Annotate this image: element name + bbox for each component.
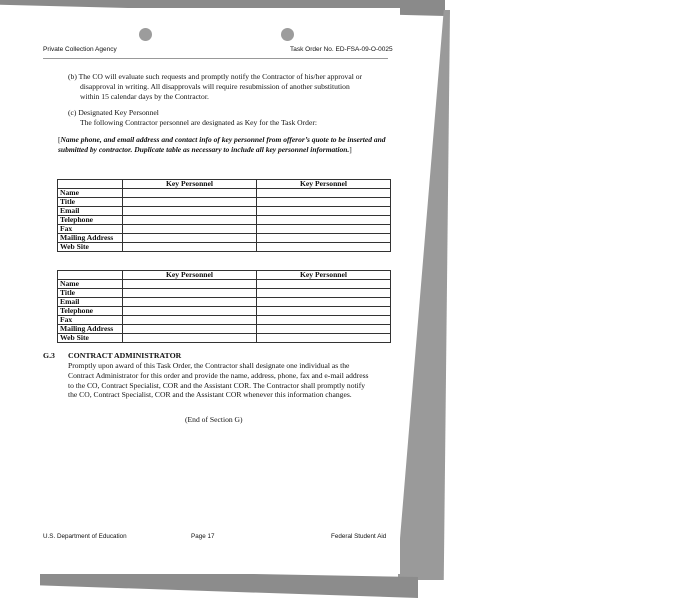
table-cell [123, 298, 257, 307]
table-header: Key Personnel [123, 180, 257, 189]
paragraph-c [68, 108, 388, 128]
table-cell [257, 289, 391, 298]
row-label: Fax [58, 316, 123, 325]
punch-hole [281, 28, 294, 41]
table-cell [257, 280, 391, 289]
row-label: Email [58, 207, 123, 216]
instruction-note [58, 135, 388, 154]
section-body-line: to the CO, Contract Specialist, COR and the Assistant COR. The Contractor shall promptly notify [68, 380, 366, 390]
table-row [58, 207, 391, 216]
table-cell [257, 316, 391, 325]
table-cell [123, 334, 257, 343]
section-body-line: Contract Administrator for this order and provide the name, address, phone, fax and e-mail address [68, 370, 369, 380]
table-cell [123, 234, 257, 243]
table-cell [257, 225, 391, 234]
table-cell [123, 216, 257, 225]
table-header: Key Personnel [257, 180, 391, 189]
table-cell [123, 243, 257, 252]
table-cell [123, 289, 257, 298]
table-cell [123, 307, 257, 316]
scan-edge-bottom [40, 570, 418, 598]
row-label: Mailing Address [58, 325, 123, 334]
table-cell [257, 234, 391, 243]
footer-left: U.S. Department of Education [43, 533, 127, 540]
instruction-close-bracket: ] [349, 144, 352, 154]
row-label: Web Site [58, 243, 123, 252]
row-label: Telephone [58, 307, 123, 316]
table-header: Key Personnel [123, 271, 257, 280]
row-label: Mailing Address [58, 234, 123, 243]
section-title: CONTRACT ADMINISTRATOR [68, 351, 182, 360]
instruction-text: Name phone, and email address and contact info of key personnel from offeror’s quote to be inserted and submitted by contractor. Duplicate table as necessary to include all key personnel information. [58, 135, 386, 154]
table-row [58, 216, 391, 225]
key-personnel-table-2 [57, 270, 391, 343]
table-cell [257, 334, 391, 343]
document-page [0, 8, 400, 574]
table-header: Key Personnel [257, 271, 391, 280]
section-body-line: Promptly upon award of this Task Order, the Contractor shall designate one individual as the [68, 361, 350, 370]
punch-hole [139, 28, 152, 41]
row-label: Title [58, 198, 123, 207]
row-label: Email [58, 298, 123, 307]
row-label: Web Site [58, 334, 123, 343]
table-cell [123, 207, 257, 216]
table-cell [123, 280, 257, 289]
row-label: Title [58, 289, 123, 298]
row-label: Name [58, 280, 123, 289]
table-cell [123, 316, 257, 325]
instruction-open-bracket: [ [58, 135, 61, 144]
footer-right: Federal Student Aid [331, 533, 387, 540]
table-cell [257, 307, 391, 316]
table-cell [257, 198, 391, 207]
table-cell [257, 325, 391, 334]
header-left: Private Collection Agency [43, 46, 117, 53]
table-cell [123, 198, 257, 207]
section-body [68, 361, 390, 400]
table-cell [257, 189, 391, 198]
paragraph-b-line: within 15 calendar days by the Contractor. [80, 92, 209, 101]
row-label: Name [58, 189, 123, 198]
paragraph-b-line: (b) The CO will evaluate such requests and promptly notify the Contractor of his/her approval or [68, 72, 363, 81]
table-row [58, 280, 391, 289]
table-row [58, 289, 391, 298]
paragraph-c-heading: (c) Designated Key Personnel [68, 108, 159, 117]
table-row [58, 334, 391, 343]
header-right: Task Order No. ED-FSA-09-O-0025 [290, 46, 393, 53]
key-personnel-table-1 [57, 179, 391, 252]
table-row [58, 325, 391, 334]
paragraph-c-text: The following Contractor personnel are designated as Key for the Task Order: [80, 118, 317, 127]
row-label: Telephone [58, 216, 123, 225]
table-cell [257, 216, 391, 225]
table-cell [257, 207, 391, 216]
scan-edge-right [398, 10, 450, 580]
table-row [58, 307, 391, 316]
section-body-line: the CO, Contract Specialist, COR and the Assistant COR whenever this information changes. [68, 390, 352, 400]
footer-page-number: Page 17 [191, 533, 215, 540]
row-label: Fax [58, 225, 123, 234]
paragraph-b-line: disapproval in writing. All disapprovals will require resubmission of another substitution [80, 82, 350, 91]
table-cell [123, 225, 257, 234]
table-cell [123, 325, 257, 334]
table-row [58, 198, 391, 207]
section-number: G.3 [43, 351, 55, 360]
table-cell [123, 189, 257, 198]
table-cell [257, 298, 391, 307]
end-of-section: (End of Section G) [185, 415, 243, 424]
paragraph-b [68, 72, 388, 102]
table-cell [257, 243, 391, 252]
table-row [58, 234, 391, 243]
header-rule [43, 58, 388, 59]
table-row [58, 243, 391, 252]
table-row [58, 189, 391, 198]
table-row [58, 298, 391, 307]
